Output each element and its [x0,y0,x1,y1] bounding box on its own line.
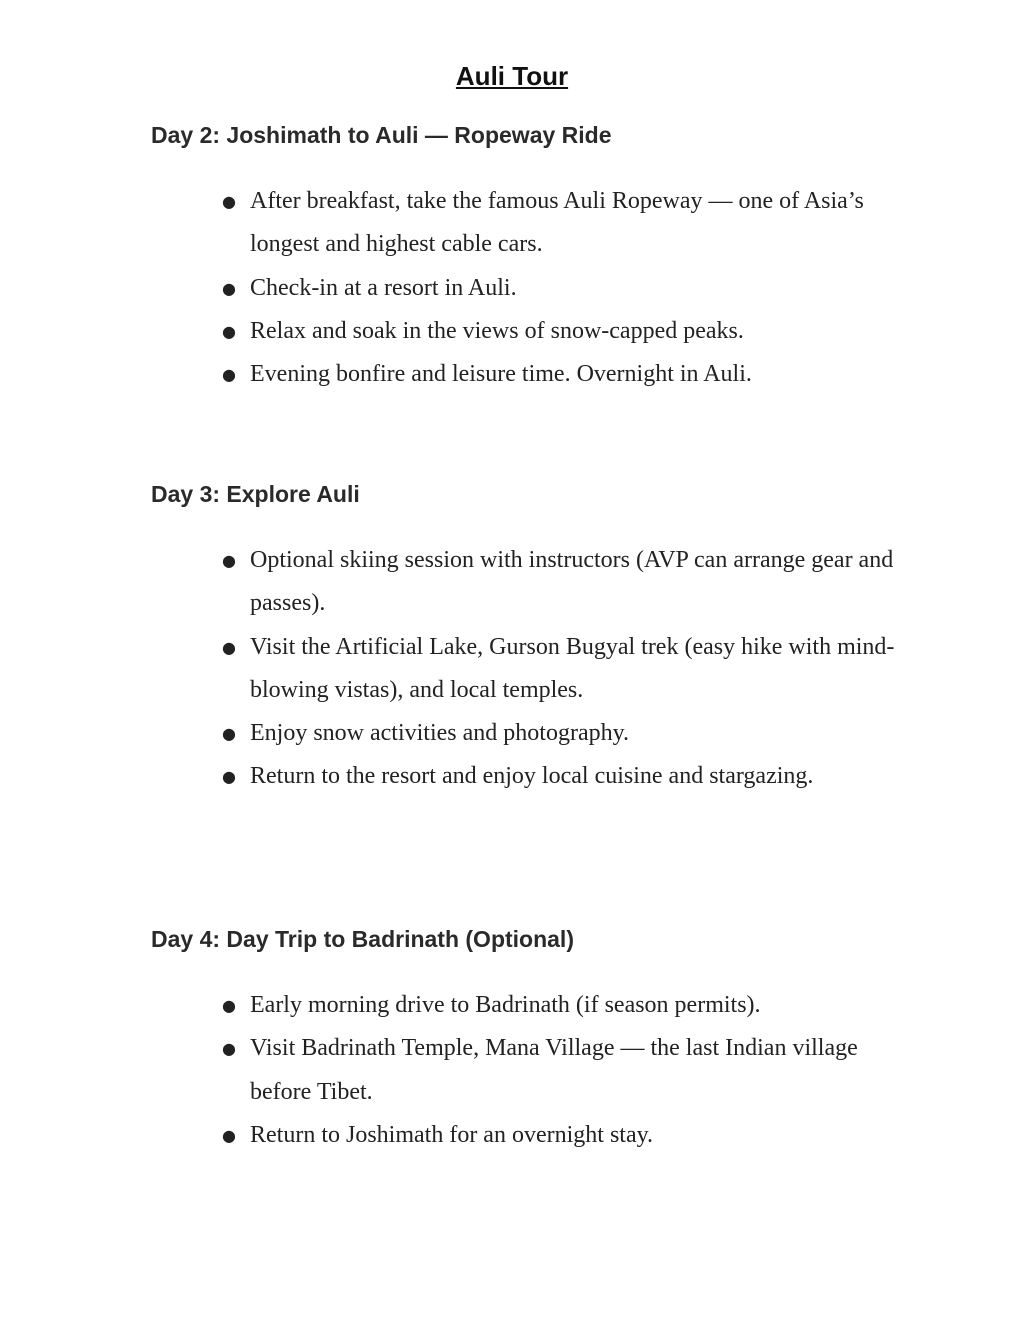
list-item-text: Early morning drive to Badrinath (if season permits). [250,992,761,1018]
list-item-text: Relax and soak in the views of snow-capped peaks. [250,317,744,344]
list-item-text: Return to Joshimath for an overnight stay. [250,1121,654,1148]
list-item-text: Visit Badrinath Temple, Mana Village — the last Indian village before Tibet. [250,1035,858,1105]
list-item-text: After breakfast, take the famous Auli Ropeway — one of Asia’s longest and highest cable cars. [250,188,864,258]
section-heading: Day 3: Explore Auli [151,481,360,507]
bullet-icon: ● [222,1125,236,1145]
list-item [151,712,911,755]
list-item [151,539,911,626]
bullet-icon: ● [222,278,236,298]
list-item [151,310,911,353]
list-item-text: Visit the Artificial Lake, Gurson Bugyal trek (easy hike with mind-blowing vistas), and local temples. [250,633,895,703]
list-item [151,180,911,267]
list-item [151,1027,911,1114]
bullet-icon: ● [222,637,236,657]
list-item-text: Enjoy snow activities and photography. [250,720,630,747]
list-item [151,1114,911,1157]
section-heading: Day 2: Joshimath to Auli — Ropeway Ride [151,122,612,148]
section-day-4 [151,924,911,1157]
list-item-text: Optional skiing session with instructors (AVP can arrange gear and passes). [250,547,894,617]
section-day-2 [151,120,911,396]
bullet-list [151,180,911,396]
bullet-icon: ● [222,321,236,341]
bullet-icon: ● [222,365,236,385]
bullet-icon: ● [222,192,236,211]
list-item-text: Evening bonfire and leisure time. Overnight in Auli. [250,361,752,388]
list-item [151,755,911,798]
list-item-text: Check-in at a resort in Auli. [250,274,517,301]
section-heading: Day 4: Day Trip to Badrinath (Optional) [151,926,574,952]
list-item [151,984,911,1027]
bullet-icon: ● [222,996,236,1015]
bullet-icon: ● [222,767,236,787]
bullet-icon: ● [222,1039,236,1059]
section-day-3 [151,479,911,799]
list-item [151,353,911,396]
list-item [151,626,911,713]
document-title: Auli Tour [455,61,569,91]
list-item [151,267,911,310]
list-item-text: Return to the resort and enjoy local cuisine and stargazing. [250,763,814,790]
bullet-list [151,984,911,1157]
bullet-icon: ● [222,724,236,744]
bullet-list [151,539,911,799]
bullet-icon: ● [222,551,236,570]
